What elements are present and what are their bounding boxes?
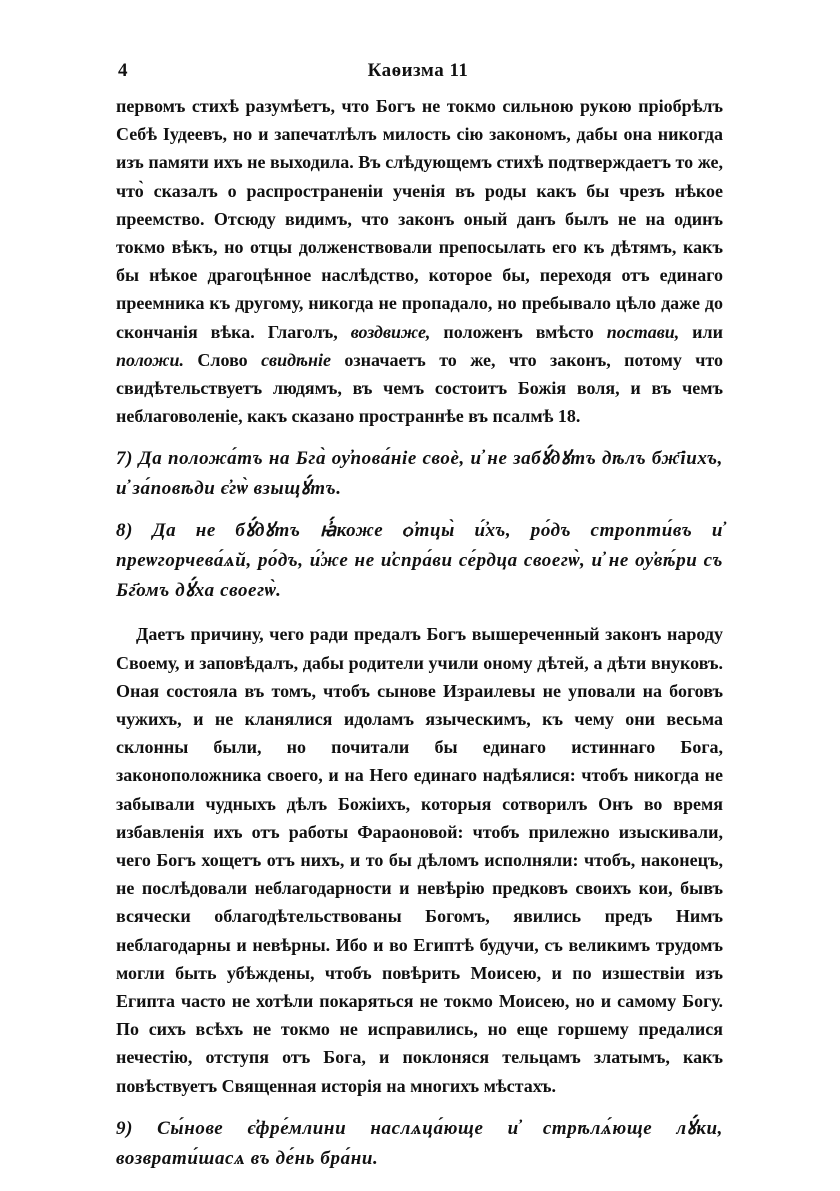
text-run: первомъ стихѣ разумѣетъ, что Богъ не токмо сильною рукою пріобрѣлъ Себѣ Іудеевъ, но и запечатлѣлъ милость сію закономъ, дабы она никогда изъ памяти ихъ не выходила. Въ слѣдующемъ стихѣ подтверждаетъ то же, что̀ сказалъ о распространеніи ученія въ роды какъ бы чрезъ нѣкое преемство. Отсюду видимъ, что законъ оный данъ былъ не на одинъ токмо вѣкъ, но отцы долженствовали препосылать его къ дѣтямъ, какъ бы нѣкое драгоцѣнное наслѣдство, которое бы, переходя отъ единаго преемника къ другому, никогда не пропадало, но пребывало цѣло даже до скончанія вѣка. Глаголъ, <box>116 96 723 342</box>
verse-8: 8) Да не бꙋ́дꙋтъ ꙗ҆́коже ѻ҆тцы̀ и҆́хъ, ро́дъ стропти́въ и҆ преѡгорчева́ѧй, ро́дъ, и҆́же не и҆спра́ви се́рдца своегѡ̀, и҆ не оу҆вѣ́ри съ Бг҃омъ дꙋ́ха своегѡ̀. <box>116 520 723 602</box>
italic-term: свидѣніе <box>261 349 332 370</box>
commentary-paragraph-1 <box>116 92 723 430</box>
italic-term: постави, <box>606 321 680 342</box>
running-title: Каѳизма 11 <box>367 60 469 81</box>
page-header <box>118 58 718 88</box>
commentary-paragraph-2: Даетъ причину, чего ради предалъ Богъ вышереченный законъ народу Своему, и заповѣдалъ, дабы родители учили оному дѣтей, а дѣти внуковъ. Оная состояла въ томъ, чтобъ сынове Израилевы не уповали на боговъ чужихъ, и не кланялися идоламъ языческимъ, къ чему они весьма склонны были, но почитали бы единаго истиннаго Бога, законоположника своего, и на Него единаго надѣялися: чтобъ никогда не забывали чудныхъ дѣлъ Божіихъ, которыя сотворилъ Онъ во время избавленія ихъ отъ работы Фараоновой: чтобъ прилежно изыскивали, чего Богъ хощетъ отъ нихъ, и то бы дѣломъ исполняли: чтобъ, наконецъ, не послѣдовали неблагодарности и невѣрію предковъ своихъ кои, бывъ всячески облагодѣтельствованы Богомъ, явились предъ Нимъ неблагодарны и невѣрны. Ибо и во Египтѣ будучи, съ великимъ трудомъ могли быть убѣждены, чтобъ повѣрить Моисею, и по изшествіи изъ Египта часто не хотѣли покаряться не токмо Моисею, но и самому Богу. По сихъ всѣхъ не токмо не исправились, но еще горшему предалися нечестію, отступя отъ Бога, и поклоняся тельцамъ златымъ, какъ повѣствуетъ Священная исторія на многихъ мѣстахъ. <box>116 624 723 1096</box>
page-number: 4 <box>118 60 128 81</box>
verse-7: 7) Да положа́тъ на Бга̀ оу҆пова́ніе своѐ, и҆ не забꙋ́дꙋтъ дѣлъ бж҃іихъ, и҆ за́повѣди є҆гѡ̀ взыщꙋ́тъ. <box>116 448 723 500</box>
page-body <box>116 92 723 1174</box>
text-run: положенъ вмѣсто <box>430 321 607 342</box>
italic-term: воздвиже, <box>350 321 431 342</box>
italic-term: положи. <box>116 349 185 370</box>
text-run: означаетъ то же, что законъ, потому что свидѣтельствуетъ людямъ, въ чемъ состоитъ Божія воля, и въ чемъ неблаговоленіе, какъ сказано пространнѣе въ псалмѣ 18. <box>116 349 723 427</box>
verse-9: 9) Сы́нове є҆фре́млини наслѧца́юще и҆ стрѣлѧ́юще лꙋ́ки, возврати́шасѧ въ де́нь бра́ни. <box>116 1117 723 1169</box>
text-run: или <box>679 321 723 342</box>
text-run: Слово <box>184 349 262 370</box>
